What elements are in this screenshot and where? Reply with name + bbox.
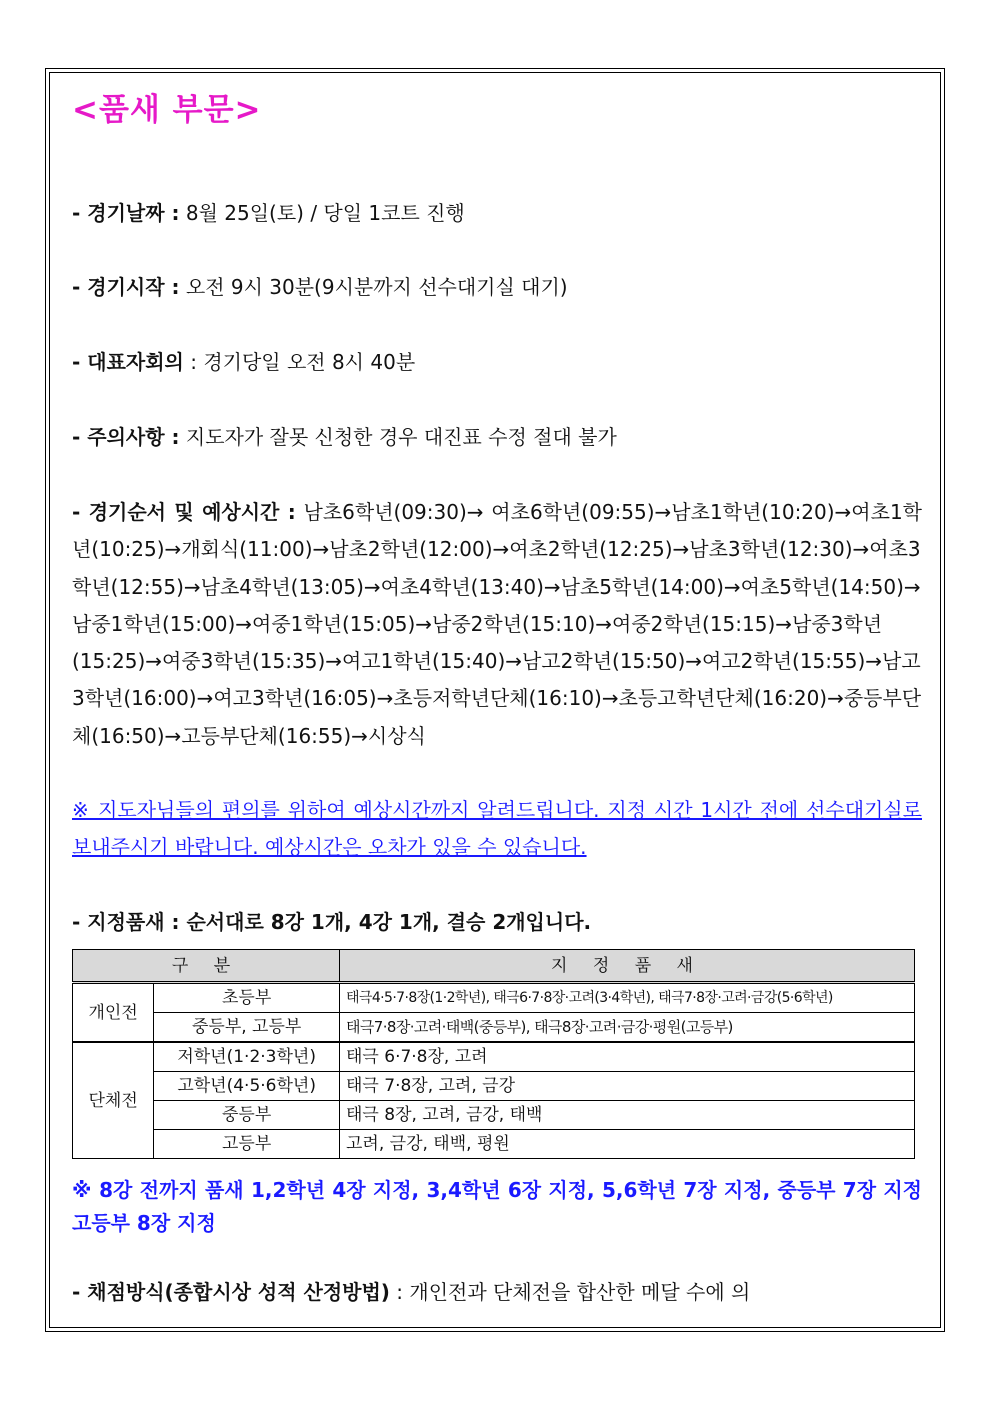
item-start-value: 오전 9시 30분(9시분까지 선수대기실 대기) <box>179 275 568 299</box>
item-order-label: - 경기순서 및 예상시간 : <box>72 500 296 524</box>
item-caution <box>72 422 922 452</box>
poomsae-table <box>72 949 915 1159</box>
table-row <box>73 1042 915 1072</box>
section-title: <품새 부문> <box>72 92 262 128</box>
order-note: ※ 지도자님들의 편의를 위하여 예상시간까지 알려드립니다. 지정 시간 1시간 전에 선수대기실로 보내주시기 바랍니다. 예상시간은 오차가 있을 수 있습니다. <box>72 798 922 859</box>
group-name: 개인전 <box>73 983 154 1043</box>
group-name: 단체전 <box>73 1042 154 1159</box>
division-cell: 저학년(1·2·3학년) <box>154 1042 340 1072</box>
document-content <box>72 84 922 1304</box>
item-date-label: - 경기날짜 : <box>72 201 180 225</box>
table-header-row <box>73 950 915 983</box>
item-poomsae-value: 순서대로 8강 1개, 4강 1개, 결승 2개입니다. <box>179 910 592 934</box>
item-date <box>72 198 922 228</box>
item-poomsae <box>72 907 922 937</box>
item-meeting-value: : 경기당일 오전 8시 40분 <box>183 350 416 374</box>
item-scoring <box>72 1277 922 1307</box>
item-scoring-label: - 채점방식(종합시상 성적 산정방법) <box>72 1280 390 1304</box>
table-header-division: 구 분 <box>73 950 340 983</box>
item-scoring-value: : 개인전과 단체전을 합산한 메달 수에 의 <box>389 1280 751 1304</box>
table-header-poomsae: 지 정 품 새 <box>340 950 915 983</box>
item-poomsae-label: - 지정품새 : <box>72 910 180 934</box>
division-cell: 고학년(4·5·6학년) <box>154 1072 340 1101</box>
item-start <box>72 272 922 302</box>
poomsae-cell: 고려, 금강, 태백, 평원 <box>340 1130 915 1159</box>
poomsae-note: ※ 8강 전까지 품새 1,2학년 4장 지정, 3,4학년 6장 지정, 5,6학년 7장 지정, 중등부 7장 지정 고등부 8장 지정 <box>72 1178 922 1235</box>
table-row <box>73 1013 915 1043</box>
poomsae-cell: 태극 8장, 고려, 금강, 태백 <box>340 1101 915 1130</box>
division-cell: 중등부, 고등부 <box>154 1013 340 1043</box>
table-row <box>73 1130 915 1159</box>
table-row <box>73 1101 915 1130</box>
poomsae-cell: 태극 6·7·8장, 고려 <box>340 1042 915 1072</box>
table-row <box>73 983 915 1013</box>
item-start-label: - 경기시작 : <box>72 275 180 299</box>
item-order-value: 남초6학년(09:30)→ 여초6학년(09:55)→남초1학년(10:20)→여초1학년(10:25)→개회식(11:00)→남초2학년(12:00)→여초2학년(12:25)→남초3학년(12:30)→여초3학년(12:55)→남초4학년(13:05)→여초4학년(13:40)→남초5학년(14:00)→여초5학년(14:50)→남중1학년(15:00)→여중1학년(15:05)→남중2학년(15:10)→여중2학년(15:15)→남중3학년(15:25)→여중3학년(15:35)→여고1학년(15:40)→남고2학년(15:50)→여고2학년(15:55)→남고3학년(16:00)→여고3학년(16:05)→초등저학년단체(16:10)→초등고학년단체(16:20)→중등부단체(16:50)→고등부단체(16:55)→시상식 <box>72 500 922 748</box>
item-date-value: 8월 25일(토) / 당일 1코트 진행 <box>179 201 465 225</box>
item-order <box>72 494 922 755</box>
poomsae-cell: 태극7·8장·고려·태백(중등부), 태극8장·고려·금강·평원(고등부) <box>340 1013 915 1043</box>
table-row <box>73 1072 915 1101</box>
division-cell: 고등부 <box>154 1130 340 1159</box>
item-meeting <box>72 347 922 377</box>
division-cell: 초등부 <box>154 983 340 1013</box>
poomsae-cell: 태극4·5·7·8장(1·2학년), 태극6·7·8장·고려(3·4학년), 태극7·8장·고려·금강(5·6학년) <box>340 983 915 1013</box>
item-meeting-label: - 대표자회의 <box>72 350 184 374</box>
division-cell: 중등부 <box>154 1101 340 1130</box>
item-caution-value: 지도자가 잘못 신청한 경우 대진표 수정 절대 불가 <box>179 425 617 449</box>
poomsae-cell: 태극 7·8장, 고려, 금강 <box>340 1072 915 1101</box>
item-caution-label: - 주의사항 : <box>72 425 180 449</box>
